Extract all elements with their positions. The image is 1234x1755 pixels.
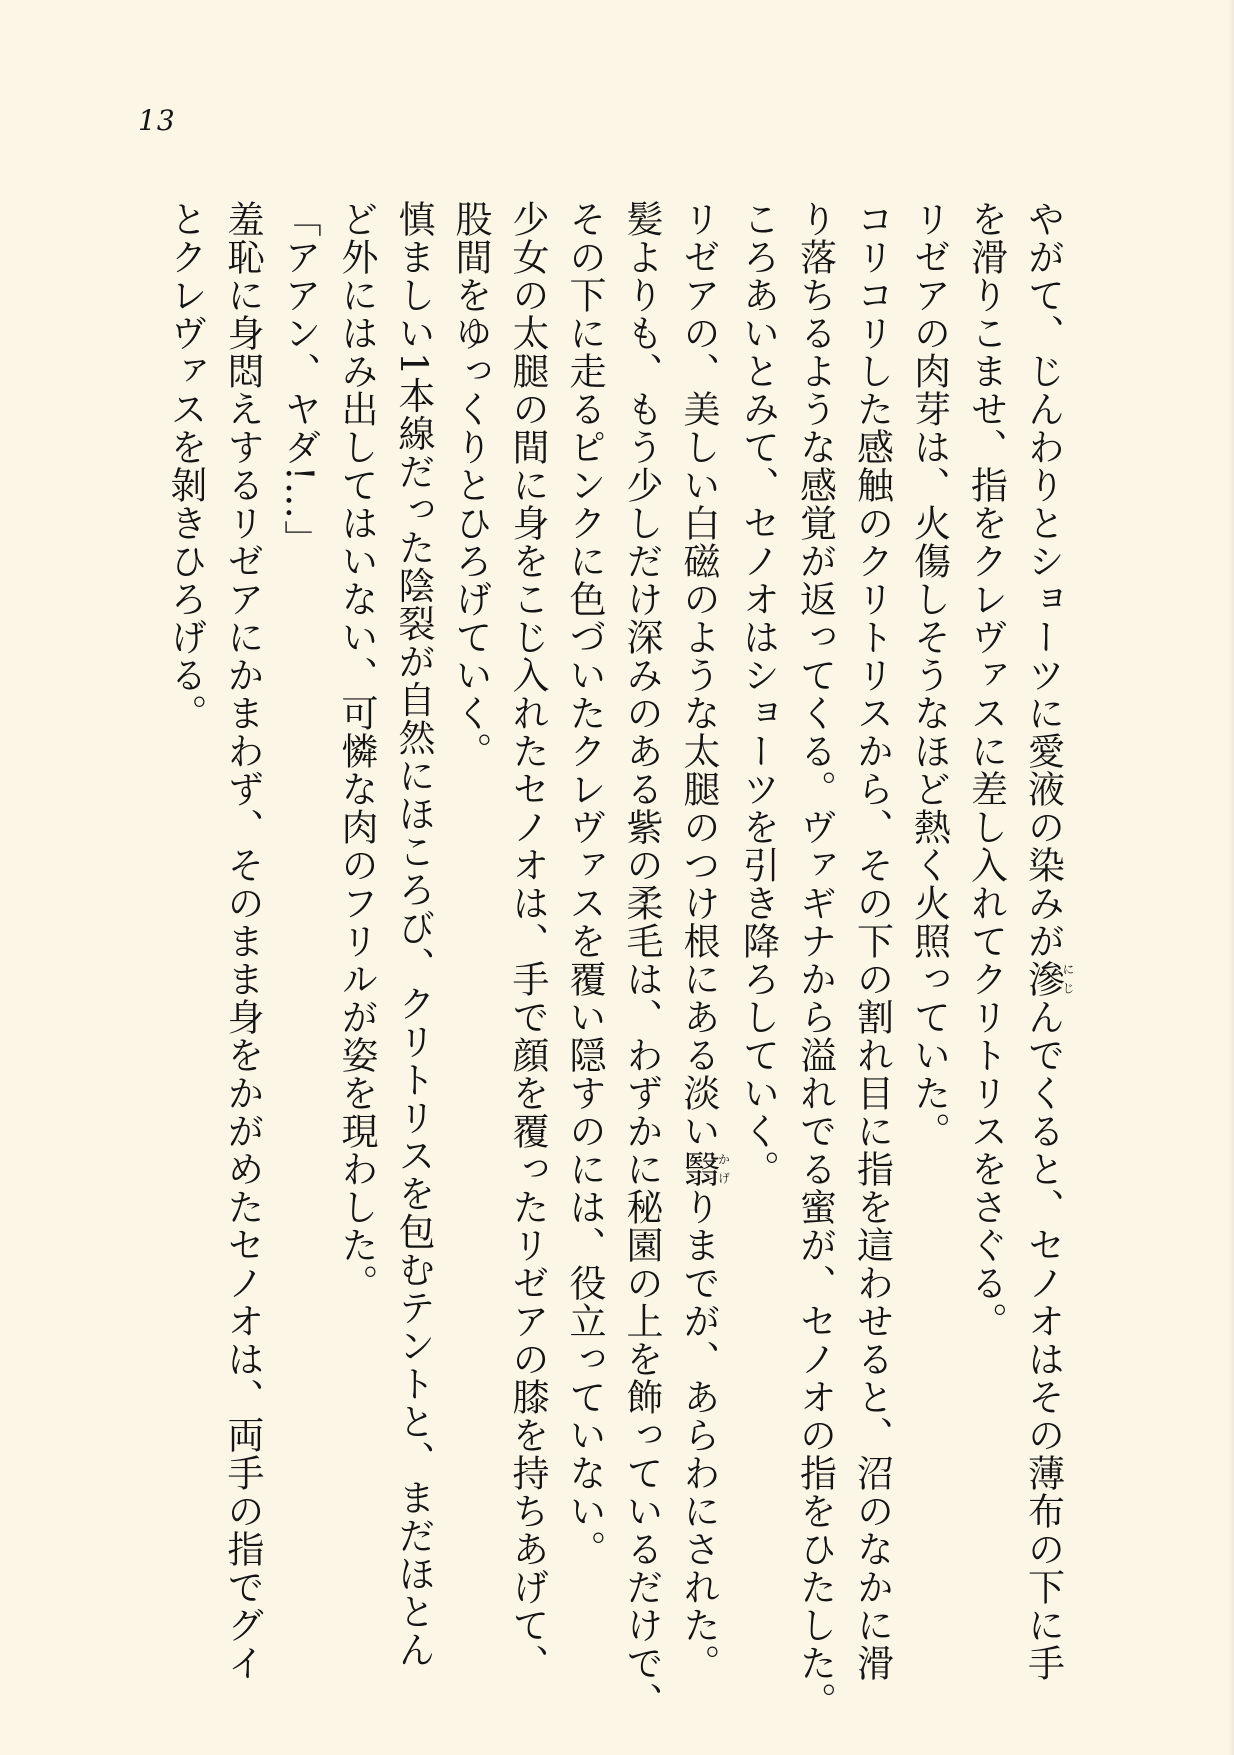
ruby-reading: かげ [716, 1150, 731, 1188]
text-line-1 [1015, 200, 1075, 1682]
ruby-base: 滲 [1021, 960, 1065, 998]
vertical-text-body [157, 200, 1075, 1720]
text-line-5: り落ちるような感覚が返ってくる。ヴァギナから溢れでる蜜が、セノオの指をひたした。 [793, 200, 837, 1720]
text-line-13: ど外にはみ出してはいない、可憐な肉のフリルが姿を現わした。 [335, 200, 378, 1302]
text-line-14: 「アアン、ヤダ!…」 [278, 200, 321, 558]
text-line-15: 羞恥に身悶えするリゼアにかまわず、そのまま身をかがめたセノオは、両手の指でグイ [221, 200, 264, 1682]
ruby-base: 翳 [677, 1150, 720, 1188]
ruby-reading: にじ [1061, 960, 1075, 998]
page-edge-shadow [1228, 0, 1234, 1755]
text-segment: リゼアの、美しい白磁のような太腿のつけ根にある淡い [677, 200, 720, 1150]
text-line-12: 慎ましい1本線だった陰裂が自然にほころび、クリトリスを包むテントと、まだほとん [392, 200, 435, 1669]
text-line-2: を滑りこませ、指をクレヴァスに差し入れてクリトリスをさぐる。 [964, 200, 1008, 1340]
text-line-4: コリコリした感触のクリトリスから、その下の割れ目に指を這わせると、沼のなかに滑 [850, 200, 894, 1682]
ruby-annotation [1021, 960, 1075, 998]
text-segment: やがて、じんわりとショーツに愛液の染みが [1021, 200, 1065, 960]
text-segment: んでくると、セノオはその薄布の下に手 [1021, 998, 1065, 1682]
text-line-3: リゼアの肉芽は、火傷しそうなほど熱く火照っていた。 [907, 200, 951, 1150]
ruby-annotation [677, 1150, 731, 1188]
text-line-11: 股間をゆっくりとひろげていく。 [449, 200, 492, 770]
text-line-6: ころあいとみて、セノオはショーツを引き降ろしていく。 [736, 200, 780, 1188]
text-line-7 [670, 200, 731, 1682]
text-line-8: 髪よりも、もう少しだけ深みのある紫の柔毛は、わずかに秘園の上を飾っているだけで、 [620, 200, 663, 1720]
text-line-10: 少女の太腿の間に身をこじ入れたセノオは、手で顔を覆ったリゼアの膝を持ちあげて、 [506, 200, 549, 1682]
text-line-9: その下に走るピンクに色づいたクレヴァスを覆い隠すのには、役立っていない。 [563, 200, 606, 1568]
text-segment: りまでが、あらわにされた。 [677, 1188, 720, 1682]
text-line-16: とクレヴァスを剝きひろげる。 [164, 200, 207, 732]
page-number: 13 [138, 104, 176, 137]
